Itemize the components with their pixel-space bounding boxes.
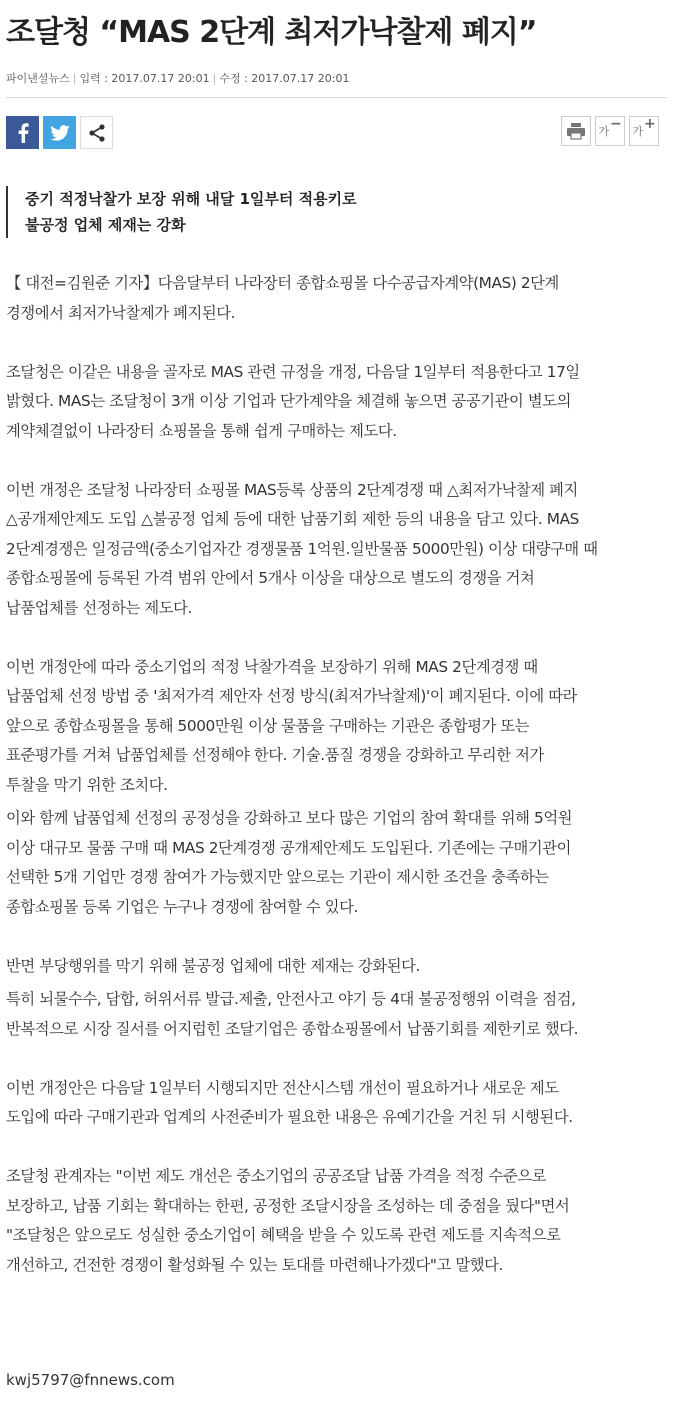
article-body xyxy=(6,269,668,1280)
text-line: 선택한 5개 기업만 경쟁 참여가 가능했지만 앞으로는 기관이 제시한 조건을 충족하는 xyxy=(6,868,549,886)
article-paragraph xyxy=(6,952,668,982)
text-line: 조달청은 이같은 내용을 골자로 MAS 관련 규정을 개정, 다음달 1일부터 적용한다고 17일 xyxy=(6,362,580,381)
text-line: 납품업체를 선정하는 제도다. xyxy=(6,598,192,617)
text-line: △공개제안제도 도입 △불공정 업체 등에 대한 납품기회 제한 등의 내용을 담고 있다. MAS xyxy=(6,510,579,528)
text-line: 경쟁에서 최저가낙찰제가 폐지된다. xyxy=(6,303,236,322)
article-paragraph xyxy=(6,358,668,447)
article-paragraph xyxy=(6,476,668,624)
article-paragraph xyxy=(6,269,668,328)
published-date: 입력 : 2017.07.17 20:01 xyxy=(79,72,210,85)
text-line: 이번 개정은 조달청 나라장터 쇼핑몰 MAS등록 상품의 2단계경쟁 때 △최저가낙찰제 폐지 xyxy=(6,480,578,499)
text-line: 도입에 따라 구매기관과 업계의 사전준비가 필요한 내용은 유예기간을 거친 뒤 시행된다. xyxy=(6,1108,573,1126)
text-line: 종합쇼핑몰 등록 기업은 누구나 경쟁에 참여할 수 있다. xyxy=(6,897,358,916)
text-line: 종합쇼핑몰에 등록된 가격 범위 안에서 5개사 이상을 대상으로 별도의 경쟁을 거쳐 xyxy=(6,569,535,587)
header-divider xyxy=(6,97,667,98)
text-line: 【 대전=김원준 기자】다음달부터 나라장터 종합쇼핑몰 다수공급자계약(MAS) 2단계 xyxy=(6,274,559,292)
text-line: 특히 뇌물수수, 담합, 허위서류 발급.제출, 안전사고 야기 등 4대 불공정행위 이력을 점검, xyxy=(6,990,576,1008)
article-paragraph xyxy=(6,804,668,922)
article-paragraph xyxy=(6,985,668,1044)
meta-divider: | xyxy=(72,72,77,85)
article-paragraph xyxy=(6,1162,668,1280)
facebook-icon xyxy=(17,123,29,143)
text-line: 이번 개정안은 다음달 1일부터 시행되지만 전산시스템 개선이 필요하거나 새로운 제도 xyxy=(6,1078,559,1097)
print-icon xyxy=(566,122,586,140)
text-line: 이와 함께 납품업체 선정의 공정성을 강화하고 보다 많은 기업의 참여 확대를 위해 5억원 xyxy=(6,809,573,827)
text-line: "조달청은 앞으로도 성실한 중소기업이 혜택을 받을 수 있도록 관련 제도를 지속적으로 xyxy=(6,1226,561,1244)
article-paragraph xyxy=(6,1074,668,1133)
text-line: 이상 대규모 물품 구매 때 MAS 2단계경쟁 공개제안제도 도입된다. 기존에는 구매기관이 xyxy=(6,838,572,857)
twitter-share-button[interactable] xyxy=(43,116,76,149)
article-summary xyxy=(6,186,625,238)
font-size-decrease-button[interactable] xyxy=(595,116,625,146)
text-line: 납품업체 선정 방법 중 '최저가격 제안자 선정 방식(최저가낙찰제)'이 폐지된다. 이에 따라 xyxy=(6,687,578,705)
text-line: 투찰을 막기 위한 조치다. xyxy=(6,775,168,794)
facebook-share-button[interactable] xyxy=(6,116,39,149)
text-line: 표준평가를 거쳐 납품업체를 선정해야 한다. 기술.품질 경쟁을 강화하고 무리한 저가 xyxy=(6,746,544,764)
meta-divider: | xyxy=(212,72,217,85)
article-meta xyxy=(6,71,349,87)
text-line: 보장하고, 납품 기회는 확대하는 한편, 공정한 조달시장을 조성하는 데 중점을 뒀다"면서 xyxy=(6,1196,570,1215)
article-tools xyxy=(561,116,659,146)
source-name: 파이낸셜뉴스 xyxy=(6,72,70,85)
font-size-increase-button[interactable] xyxy=(629,116,659,146)
twitter-icon xyxy=(50,125,70,141)
share-button[interactable] xyxy=(80,116,113,149)
article-title: 조달청 “MAS 2단계 최저가낙찰제 폐지” xyxy=(6,15,537,50)
share-bar xyxy=(6,116,113,149)
modified-date: 수정 : 2017.07.17 20:01 xyxy=(219,72,350,85)
summary-line: 중기 적정낙찰가 보장 위해 내달 1일부터 적용키로 xyxy=(25,190,357,208)
text-line: 앞으로 종합쇼핑몰을 통해 5000만원 이상 물품을 구매하는 기관은 종합평가 또는 xyxy=(6,716,530,735)
font-size-label: 가 xyxy=(632,125,643,138)
font-size-label: 가 xyxy=(598,125,609,138)
text-line: 반복적으로 시장 질서를 어지럽힌 조달기업은 종합쇼핑몰에서 납품기회를 제한키로 했다. xyxy=(6,1019,579,1038)
text-line: 반면 부당행위를 막기 위해 불공정 업체에 대한 제재는 강화된다. xyxy=(6,956,420,975)
text-line: 개선하고, 건전한 경쟁이 활성화될 수 있는 토대를 마련해나가겠다"고 말했다. xyxy=(6,1255,503,1274)
summary-line: 불공정 업체 제재는 강화 xyxy=(25,216,186,234)
text-line: 계약체결없이 나라장터 쇼핑몰을 통해 쉽게 구매하는 제도다. xyxy=(6,421,397,440)
text-line: 이번 개정안에 따라 중소기업의 적정 낙찰가격을 보장하기 위해 MAS 2단계경쟁 때 xyxy=(6,657,538,676)
plus-icon: + xyxy=(643,116,656,132)
minus-icon: − xyxy=(609,116,622,132)
reporter-email: kwj5797@fnnews.com xyxy=(6,1371,175,1389)
article-paragraph xyxy=(6,653,668,801)
text-line: 2단계경쟁은 일정금액(중소기업자간 경쟁물품 1억원.일반물품 5000만원) 이상 대량구매 때 xyxy=(6,539,598,558)
text-line: 밝혔다. MAS는 조달청이 3개 이상 기업과 단가계약을 체결해 놓으면 공공기관이 별도의 xyxy=(6,392,572,410)
print-button[interactable] xyxy=(561,116,591,146)
share-icon xyxy=(87,123,107,143)
text-line: 조달청 관계자는 "이번 제도 개선은 중소기업의 공공조달 납품 가격을 적정 수준으로 xyxy=(6,1167,547,1185)
